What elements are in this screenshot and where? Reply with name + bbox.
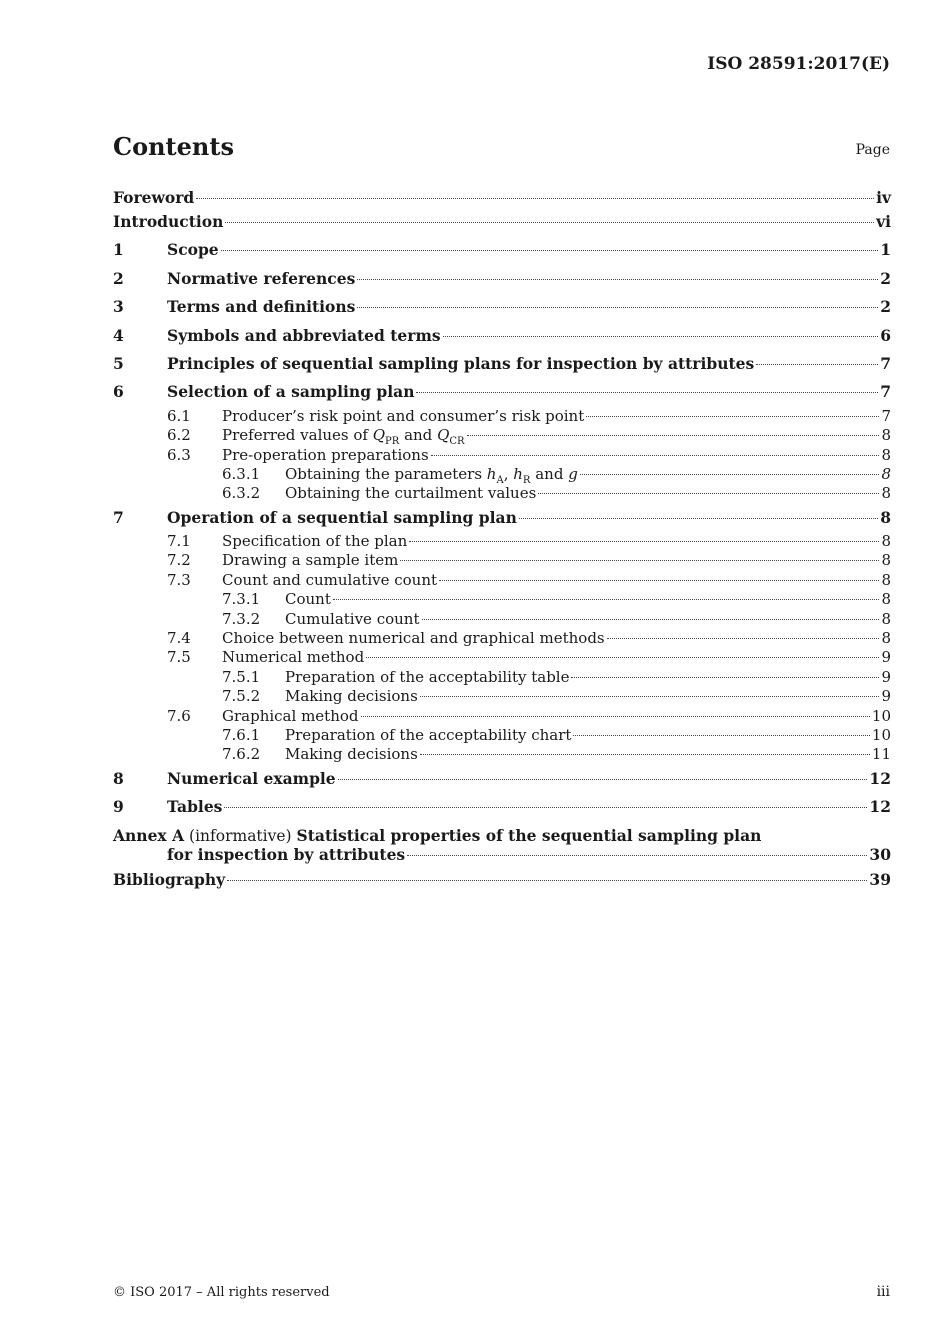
toc-entry-title: Graphical method (222, 706, 359, 725)
toc-entry-page: vi (876, 212, 891, 231)
toc-entry-number: 7.3 (167, 570, 191, 589)
toc-entry-number: 6.3.2 (222, 484, 261, 503)
toc-entry-8[interactable] (113, 765, 891, 793)
contents-title: Contents (113, 132, 234, 161)
toc-entry-5[interactable] (113, 350, 891, 378)
annex-title-line2: for inspection by attributes (167, 844, 406, 864)
toc-entry-title: Count and cumulative count (222, 570, 438, 589)
toc-entry-page: 8 (881, 551, 891, 570)
toc-entry-6-3[interactable] (113, 446, 891, 465)
toc-entry-page: 8 (881, 629, 891, 648)
toc-entry-title: Terms and definitions (167, 297, 356, 317)
toc-entry-title: Producer’s risk point and consumer’s risk point (222, 406, 585, 425)
toc-entry-7-4[interactable] (113, 629, 891, 648)
toc-entry-2[interactable] (113, 265, 891, 293)
toc-entry-title: Drawing a sample item (222, 551, 399, 570)
toc-entry-page: 8 (881, 570, 891, 589)
toc-entry-page: 8 (881, 532, 891, 551)
toc-entry-1[interactable] (113, 236, 891, 264)
annex-info: (informative) (189, 826, 292, 845)
toc-entry-page: 2 (880, 297, 891, 317)
toc-entry-annex-a-cont[interactable] (113, 844, 891, 866)
toc-entry-number: 6.3.1 (222, 464, 261, 483)
toc-entry-title: Specification of the plan (222, 532, 408, 551)
footer-page-number: iii (876, 1284, 890, 1300)
toc-entry-number: 7.3.1 (222, 590, 261, 609)
toc-entry-page: 8 (881, 426, 891, 445)
toc-entry-number: 7.6.1 (222, 725, 261, 744)
page-column-label: Page (855, 142, 890, 158)
footer-copyright: © ISO 2017 – All rights reserved (113, 1285, 330, 1300)
toc-entry-7-5-2[interactable] (113, 687, 891, 706)
toc-entry-page: 9 (881, 667, 891, 686)
toc-entry-page: 12 (869, 768, 891, 788)
toc-entry-number: 7.5 (167, 648, 191, 667)
toc-entry-page: 8 (880, 507, 891, 527)
toc-entry-bibliography[interactable] (113, 866, 891, 894)
toc-entry-number: 1 (113, 240, 124, 260)
toc-entry-page: 7 (881, 406, 891, 425)
toc-entry-number: 7.6.2 (222, 745, 261, 764)
toc-entry-title: Obtaining the parameters $h_A$, $h_R$ and g (285, 464, 578, 486)
toc-entry-7-6-2[interactable] (113, 745, 891, 764)
toc-entry-page: 7 (880, 382, 891, 402)
toc-entry-title: Preferred values of $Q_{PR}$ and $Q_{CR}$ (222, 426, 465, 448)
toc-entry-number: 7.2 (167, 551, 191, 570)
toc-entry-number: 7.5.2 (222, 687, 261, 706)
toc-entry-title: Cumulative count (285, 609, 420, 628)
toc-entry-6-3-1[interactable] (113, 465, 891, 484)
toc-entry-page: 8 (881, 464, 891, 483)
toc-entry-title: Operation of a sequential sampling plan (167, 507, 517, 527)
annex-title-line1: Statistical properties of the sequential sampling plan (296, 825, 762, 845)
toc-entry-title: Preparation of the acceptability table (285, 667, 570, 686)
toc-entry-3[interactable] (113, 293, 891, 321)
toc-entry-number: 7.6 (167, 706, 191, 725)
toc-entry-title: Normative references (167, 268, 356, 288)
toc-entry-7-3-2[interactable] (113, 610, 891, 629)
toc-entry-7-3[interactable] (113, 571, 891, 590)
toc-entry-title: Introduction (113, 212, 224, 231)
toc-entry-4[interactable] (113, 322, 891, 350)
toc-entry-page: 11 (871, 745, 891, 764)
toc-entry-number: 4 (113, 325, 124, 345)
toc-entry-title: Numerical method (222, 648, 365, 667)
toc-entry-page: 8 (881, 484, 891, 503)
toc-entry-page: 8 (881, 445, 891, 464)
toc-entry-number: 7.1 (167, 532, 191, 551)
toc-entry-page: 39 (869, 869, 891, 889)
toc-entry-number: 5 (113, 353, 124, 373)
toc-entry-9[interactable] (113, 793, 891, 821)
toc-entry-number: 6.2 (167, 426, 191, 445)
toc-entry-page: 2 (880, 268, 891, 288)
toc-entry-number: 7 (113, 507, 124, 527)
document-id: ISO 28591:2017(E) (707, 54, 890, 74)
toc-entry-number: 7.4 (167, 629, 191, 648)
toc-entry-page: 10 (871, 725, 891, 744)
table-of-contents (113, 184, 891, 894)
toc-entry-page: 10 (871, 706, 891, 725)
toc-entry-7-1[interactable] (113, 532, 891, 551)
toc-entry-title: Tables (167, 797, 223, 817)
toc-entry-title: Pre-operation preparations (222, 445, 429, 464)
toc-entry-page: 9 (881, 648, 891, 667)
toc-entry-number: 6 (113, 382, 124, 402)
toc-entry-page: 1 (880, 240, 891, 260)
toc-entry-6-1[interactable] (113, 407, 891, 426)
toc-entry-7-5[interactable] (113, 648, 891, 667)
toc-entry-title: Obtaining the curtailment values (285, 484, 537, 503)
toc-entry-page: 6 (880, 325, 891, 345)
toc-entry-annex-a[interactable] (113, 822, 891, 844)
toc-entry-introduction[interactable] (113, 208, 891, 236)
annex-label: Annex A (113, 825, 185, 845)
toc-entry-page: 7 (880, 353, 891, 373)
toc-entry-title: Numerical example (167, 768, 336, 788)
toc-entry-number: 2 (113, 268, 124, 288)
toc-entry-title: Bibliography (113, 869, 226, 889)
toc-entry-title: Making decisions (285, 745, 418, 764)
toc-entry-title: Scope (167, 240, 219, 260)
toc-entry-number: 8 (113, 768, 124, 788)
toc-entry-number: 7.5.1 (222, 667, 261, 686)
toc-entry-number: 9 (113, 797, 124, 817)
toc-entry-7[interactable] (113, 504, 891, 532)
toc-entry-title: Symbols and abbreviated terms (167, 325, 441, 345)
toc-entry-7-3-1[interactable] (113, 590, 891, 609)
toc-entry-page: 30 (869, 844, 891, 864)
toc-entry-7-5-1[interactable] (113, 668, 891, 687)
toc-entry-title: Count (285, 590, 331, 609)
toc-entry-number: 7.3.2 (222, 609, 261, 628)
toc-entry-number: 6.3 (167, 445, 191, 464)
toc-entry-page: 8 (881, 590, 891, 609)
toc-entry-6-2[interactable] (113, 426, 891, 448)
toc-entry-title: Choice between numerical and graphical methods (222, 629, 605, 648)
toc-entry-title: Foreword (113, 188, 195, 207)
toc-entry-page: 9 (881, 687, 891, 706)
toc-entry-page: 8 (881, 609, 891, 628)
toc-entry-title: Principles of sequential sampling plans for inspection by attributes (167, 353, 755, 373)
toc-entry-7-6-1[interactable] (113, 726, 891, 745)
toc-entry-page: iv (876, 188, 891, 207)
toc-entry-6[interactable] (113, 378, 891, 406)
toc-entry-number: 6.1 (167, 406, 191, 425)
toc-entry-6-3-2[interactable] (113, 484, 891, 503)
toc-entry-title: Selection of a sampling plan (167, 382, 415, 402)
toc-entry-title: Preparation of the acceptability chart (285, 725, 572, 744)
toc-entry-title: Making decisions (285, 687, 418, 706)
toc-entry-7-2[interactable] (113, 551, 891, 570)
toc-entry-number: 3 (113, 297, 124, 317)
toc-entry-foreword[interactable] (113, 184, 891, 208)
toc-entry-page: 12 (869, 797, 891, 817)
toc-entry-7-6[interactable] (113, 707, 891, 726)
